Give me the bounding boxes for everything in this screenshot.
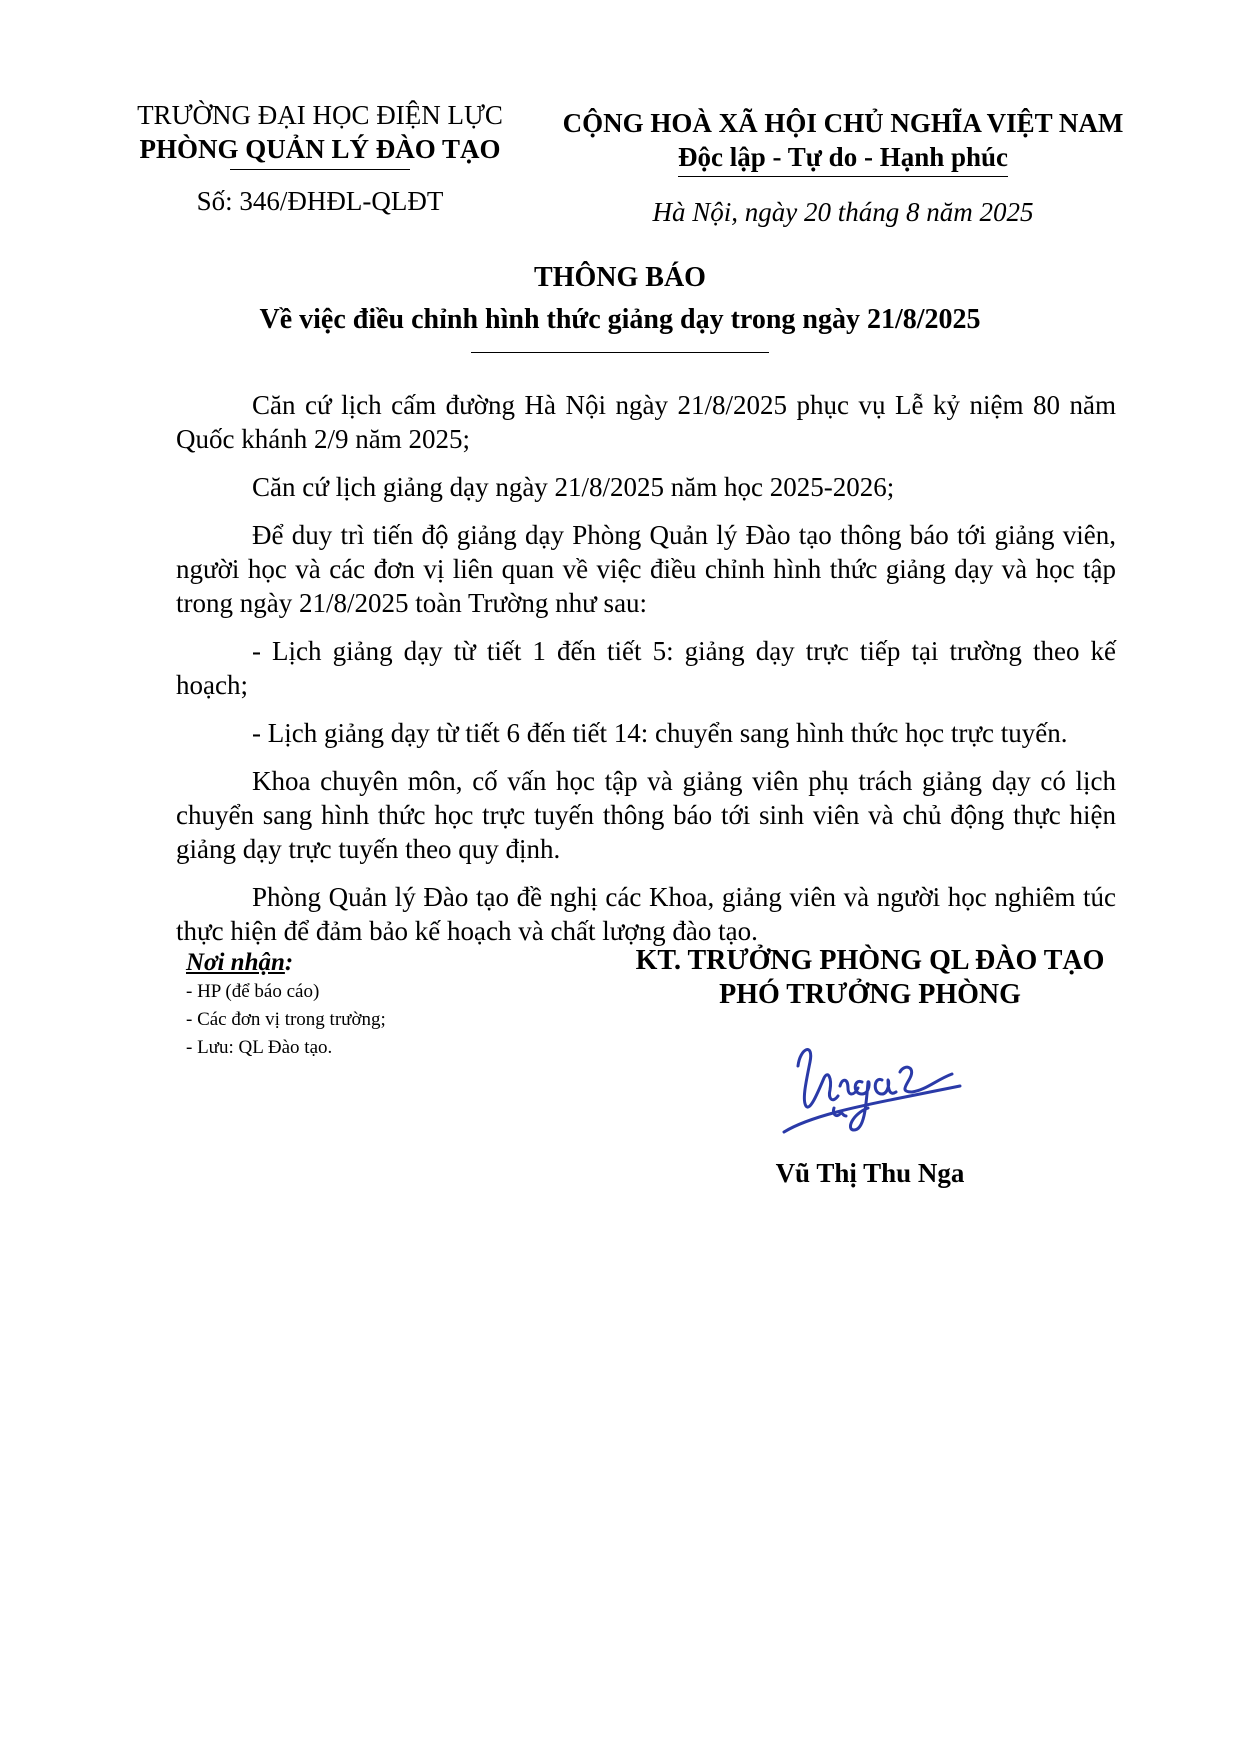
header-left xyxy=(110,98,530,218)
body-paragraph: - Lịch giảng dạy từ tiết 1 đến tiết 5: giảng dạy trực tiếp tại trường theo kế hoạch; xyxy=(176,636,1116,700)
title-block xyxy=(120,260,1120,353)
body-paragraph: Để duy trì tiến độ giảng dạy Phòng Quản lý Đào tạo thông báo tới giảng viên, người học và các đơn vị liên quan về việc điều chỉnh hình thức giảng dạy và học tập trong ngày 21/8/2025 toàn Trường như sau: xyxy=(176,520,1116,618)
signer-title-line1: KT. TRƯỞNG PHÒNG QL ĐÀO TẠO xyxy=(635,945,1105,976)
document-number: Số: 346/ĐHĐL-QLĐT xyxy=(196,186,444,216)
handwritten-signature xyxy=(770,1018,970,1158)
body-paragraph: Khoa chuyên môn, cố vấn học tập và giảng viên phụ trách giảng dạy có lịch chuyển sang hình thức học trực tuyến thông báo tới sinh viên và chủ động thực hiện giảng dạy trực tuyến theo quy định. xyxy=(176,766,1116,864)
national-motto: Độc lập - Tự do - Hạnh phúc xyxy=(677,142,1009,172)
body-paragraph: Căn cứ lịch cấm đường Hà Nội ngày 21/8/2025 phục vụ Lễ kỷ niệm 80 năm Quốc khánh 2/9 năm 2025; xyxy=(176,390,1116,454)
recipient-item: - Lưu: QL Đào tạo. xyxy=(186,1037,333,1058)
school-name: TRƯỜNG ĐẠI HỌC ĐIỆN LỰC xyxy=(137,100,503,130)
place-date: Hà Nội, ngày 20 tháng 8 năm 2025 xyxy=(652,197,1034,227)
header-right xyxy=(548,106,1138,229)
recipients-label-colon: : xyxy=(284,949,294,976)
signer-name: Vũ Thị Thu Nga xyxy=(775,1158,965,1188)
nation-name: CỘNG HOÀ XÃ HỘI CHỦ NGHĨA VIỆT NAM xyxy=(562,108,1124,138)
recipients-block xyxy=(186,948,586,1062)
body-paragraph: - Lịch giảng dạy từ tiết 6 đến tiết 14: chuyển sang hình thức học trực tuyến. xyxy=(252,718,1068,748)
title-divider xyxy=(471,352,769,353)
header-right-divider xyxy=(678,176,1008,177)
document-body xyxy=(176,388,1116,962)
body-paragraph: Căn cứ lịch giảng dạy ngày 21/8/2025 năm học 2025-2026; xyxy=(252,472,895,502)
document-subject: Về việc điều chỉnh hình thức giảng dạy trong ngày 21/8/2025 xyxy=(259,304,981,335)
body-paragraph: Phòng Quản lý Đào tạo đề nghị các Khoa, giảng viên và người học nghiêm túc thực hiện để đảm bảo kế hoạch và chất lượng đào tạo. xyxy=(176,882,1116,946)
recipient-item: - Các đơn vị trong trường; xyxy=(186,1009,386,1030)
document-title: THÔNG BÁO xyxy=(534,262,706,293)
signature-block xyxy=(600,944,1140,1190)
signer-title-line2: PHÓ TRƯỞNG PHÒNG xyxy=(719,979,1021,1010)
recipients-label-text: Nơi nhận xyxy=(186,949,285,976)
recipient-item: - HP (để báo cáo) xyxy=(186,981,320,1002)
recipients-label xyxy=(186,948,586,978)
department-name: PHÒNG QUẢN LÝ ĐÀO TẠO xyxy=(139,134,501,164)
header-left-divider xyxy=(230,169,410,170)
